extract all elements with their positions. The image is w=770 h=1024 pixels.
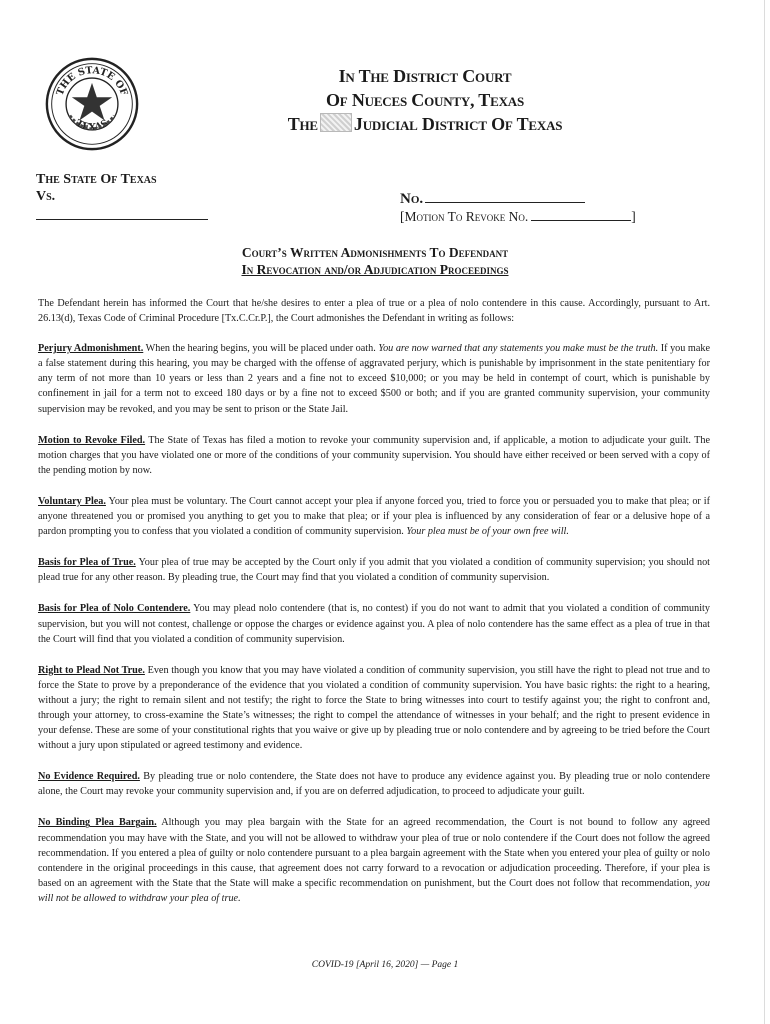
- no-binding-warning: you will not be allowed to withdraw your plea of true.: [38, 877, 710, 904]
- no-binding-heading: No Binding Plea Bargain.: [38, 817, 157, 829]
- motion-number-blank[interactable]: [531, 208, 631, 221]
- court-header-line-3: [225, 112, 625, 136]
- seal-text-top: THE STATE OF: [54, 65, 130, 98]
- no-binding-text: Although you may plea bargain with the State for an agreed recommendation, the Court is not bound to follow any agreed recommendation you may have with the State, and you will not be allowed to withdraw your plea of true or nolo contendere if the Court does not follow the agreed recommendation. If you entered a plea of guilty or nolo contendere pursuant to a plea bargain agreement with the State when you entered your plea of guilty or nolo contendere in the original proceedings in this cause, that agreement does not carry forward to a revocation or adjudication proceeding. Therefore, if your plea is based on an agreement with the State that the State will make a specific recommendation on punishment, but the Court does not follow that recommendation,: [38, 817, 710, 889]
- basis-nolo-text: You may plead nolo contendere (that is, no contest) if you do not want to admit that you violated a condition of community supervision, but you will not contest, challenge or oppose the charges or evidence against you. A plea of nolo contendere has the same effect as a plea of true in that the Court will find that you violated a condition of community supervision.: [38, 603, 710, 645]
- document-title-line-2: In Revocation and/or Adjudication Proceedings: [241, 262, 509, 277]
- motion-number-close: ]: [631, 209, 636, 224]
- cause-number: [400, 188, 585, 208]
- document-title-line-1: Court’s Written Admonishments To Defendant: [241, 245, 509, 260]
- basis-nolo-heading: Basis for Plea of Nolo Contendere.: [38, 603, 191, 615]
- perjury-text-2: If you make a false statement during this hearing, you may be charged with the offense of aggravated perjury, which is punishable by imprisonment in the state penitentiary for any term of not more than 10 years or less than 2 years and a fine not to exceed $10,000; or you may be held in contempt of court, which is punishable by confinement in jail for a term not to exceed 180 days or by a fine not to exceed $500 or both; and if you are granted community supervision, your community supervision may be revoked, and you may be sent to prison or the State Jail.: [38, 343, 710, 415]
- district-number-blank[interactable]: [320, 113, 352, 132]
- page-footer: COVID-19 [April 16, 2020] — Page 1: [311, 960, 459, 970]
- motion-text: The State of Texas has filed a motion to revoke your community supervision and, if applicable, a motion to adjudicate your guilt. The motion charges that you have violated one or more of the conditions of your community supervision. You should have either received or been served with a copy of the pending motion by now.: [38, 434, 710, 476]
- basis-true-paragraph: [38, 555, 710, 585]
- perjury-text-1: When the hearing begins, you will be placed under oath.: [143, 343, 379, 355]
- motion-number-label: [Motion To Revoke No.: [400, 209, 529, 224]
- right-heading: Right to Plead Not True.: [38, 664, 145, 676]
- page-edge-divider: [764, 0, 765, 1024]
- right-paragraph: [38, 663, 710, 754]
- case-parties: [36, 171, 157, 205]
- voluntary-paragraph: [38, 494, 710, 539]
- no-evidence-paragraph: [38, 769, 710, 799]
- cause-number-label: No.: [400, 191, 424, 207]
- seal-text-bottom: TEXAS: [73, 117, 111, 134]
- basis-true-heading: Basis for Plea of True.: [38, 557, 136, 569]
- no-binding-paragraph: [38, 815, 710, 906]
- document-title: [200, 244, 550, 278]
- voluntary-heading: Voluntary Plea.: [38, 495, 106, 507]
- motion-number: [400, 208, 636, 225]
- cause-number-blank[interactable]: [425, 188, 585, 203]
- court-header-line-1: In The District Court: [338, 66, 512, 86]
- basis-true-text: Your plea of true may be accepted by the Court only if you admit that you violated a condition of community supervision; you should not plead true for any other reason. By pleading true, the Court may find that you violated a condition of community supervision.: [38, 557, 710, 584]
- versus-label: Vs.: [36, 189, 56, 204]
- motion-paragraph: [38, 433, 710, 478]
- perjury-warning: You are now warned that any statements you make must be the truth.: [378, 343, 659, 355]
- texas-state-seal-icon: [44, 56, 140, 152]
- admonishments-body: [38, 296, 710, 922]
- court-header-prefix: The: [287, 114, 318, 134]
- no-evidence-heading: No Evidence Required.: [38, 771, 140, 783]
- voluntary-text: Your plea must be voluntary. The Court cannot accept your plea if anyone forced you, tried to force you or persuaded you to make that plea; or if anyone threatened you or promised you anything to get you to make that plea; or if your plea is influenced by any consideration of fear or a delusive hope of a pardon prompting you to confess that you violated a condition of community supervision.: [38, 495, 710, 538]
- intro-paragraph: The Defendant herein has informed the Court that he/she desires to enter a plea of true or a plea of nolo contendere in this cause. Accordingly, pursuant to Art. 26.13(d), Texas Code of Criminal Procedure [Tx.C.Cr.P.], the Court admonishes the Defendant in writing as follows:: [38, 298, 710, 325]
- plaintiff-label: The State Of Texas: [36, 172, 157, 187]
- no-evidence-text: By pleading true or nolo contendere, the State does not have to produce any evidence against you. By pleading true or nolo contendere alone, the Court may revoke your community supervision and, if you are on deferred adjudication, to proceed to adjudicate your guilt.: [38, 771, 710, 798]
- voluntary-free-will: Your plea must be of your own free will.: [406, 526, 569, 538]
- court-header-line-2: Of Nueces County, Texas: [326, 90, 524, 110]
- court-header: [225, 64, 625, 136]
- perjury-heading: Perjury Admonishment.: [38, 343, 144, 355]
- basis-nolo-paragraph: [38, 601, 710, 646]
- court-header-suffix: Judicial District Of Texas: [353, 114, 563, 134]
- perjury-paragraph: [38, 341, 710, 416]
- motion-heading: Motion to Revoke Filed.: [38, 434, 146, 446]
- defendant-name-blank[interactable]: [36, 219, 208, 220]
- right-text: Even though you know that you may have violated a condition of community supervision, you still have the right to plead not true and to force the State to prove by a preponderance of the evidence that you violated a condition of community supervision. You have basic rights: the right to a hearing, without a jury; the right to remain silent and not testify; the right to force the State to bring witnesses into court to testify against you; the right to confront and, through your attorney, to cross-examine the State’s witnesses; the right to compel the attendance of witnesses in your behalf; and the right to present evidence in your defense. These are some of your constitutional rights that you waive or give up by pleading true or nolo contendere and by agreeing to be tried before the Court without a jury upon stipulated or agreed testimony and evidence.: [38, 664, 710, 752]
